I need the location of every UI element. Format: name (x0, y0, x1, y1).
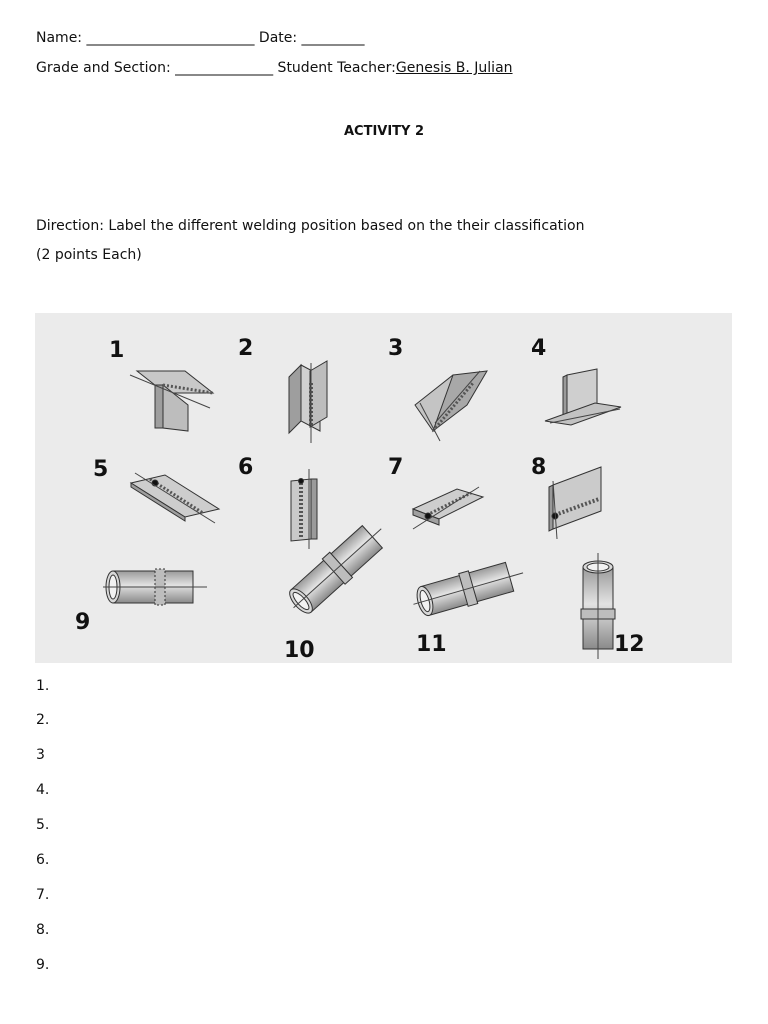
position-label-1: 1 (109, 338, 125, 363)
position-label-11: 11 (416, 632, 447, 657)
answer-line-5: 5. (36, 817, 50, 833)
position-label-3: 3 (388, 336, 404, 361)
weld-figure-1 (130, 371, 213, 431)
weld-figure-8 (549, 467, 601, 539)
weld-figure-11 (409, 557, 528, 621)
answer-line-9: 9. (36, 957, 50, 973)
position-label-2: 2 (238, 336, 254, 361)
position-label-8: 8 (531, 455, 547, 480)
answer-line-2: 2. (36, 712, 50, 728)
weld-figure-9 (103, 569, 207, 605)
answer-line-7: 7. (36, 887, 50, 903)
teacher-name: Genesis B. Julian (395, 60, 513, 76)
weld-figure-7 (413, 487, 483, 529)
weld-figure-12 (581, 553, 615, 659)
answer-line-4: 4. (36, 782, 50, 798)
position-label-5: 5 (93, 457, 109, 482)
position-label-7: 7 (388, 455, 404, 480)
points-text: (2 points Each) (36, 247, 142, 263)
welding-positions-figure (35, 313, 732, 663)
position-label-12: 12 (614, 632, 645, 657)
answer-line-8: 8. (36, 922, 50, 938)
name-date-line: Name: ________________________ Date: _________ (36, 30, 365, 46)
weld-figure-2 (289, 361, 327, 443)
answer-line-6: 6. (36, 852, 50, 868)
position-label-4: 4 (531, 336, 547, 361)
position-label-10: 10 (284, 638, 315, 663)
welding-positions-svg (35, 313, 732, 663)
answer-line-1: 1. (36, 678, 50, 694)
activity-title: ACTIVITY 2 (343, 124, 425, 139)
weld-figure-3 (415, 371, 487, 441)
position-label-6: 6 (238, 455, 254, 480)
weld-figure-5 (131, 473, 219, 523)
grade-teacher-line (36, 60, 513, 76)
weld-figure-4 (545, 369, 621, 425)
answer-line-3: 3 (36, 747, 45, 763)
position-label-9: 9 (75, 610, 91, 635)
grade-section-label: Grade and Section: ______________ Student Teacher: (36, 60, 396, 76)
direction-text: Direction: Label the different welding position based on the their classification (36, 218, 585, 234)
weld-figure-6 (291, 469, 317, 549)
